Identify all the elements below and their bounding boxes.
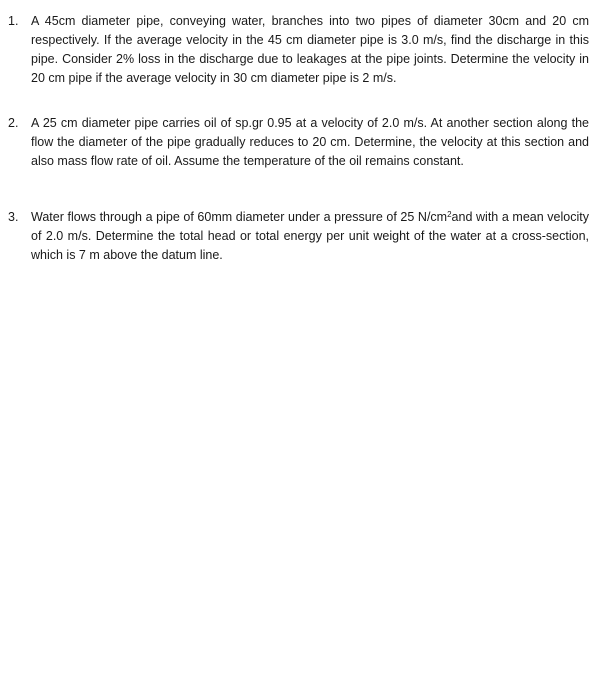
- problem-number: 3.: [8, 210, 19, 224]
- problem-number: 1.: [8, 14, 19, 28]
- superscript-exponent: 2: [447, 210, 452, 219]
- problem-text: A 25 cm diameter pipe carries oil of sp.gr 0.95 at a velocity of 2.0 m/s. At another section along the flow the diameter of the pipe gradually reduces to 20 cm. Determine, the velocity at this section and also mass flow rate of oil. Assume the temperature of the oil remains constant.: [31, 116, 589, 168]
- problem-text: [31, 208, 589, 265]
- problem-text-part: Water flows through a pipe of 60mm diameter under a pressure of 25 N/cm: [31, 210, 448, 224]
- problem-text: A 45cm diameter pipe, conveying water, branches into two pipes of diameter 30cm and 20 cm respectively. If the average velocity in the 45 cm diameter pipe is 3.0 m/s, find the discharge in this pipe. Consider 2% loss in the discharge due to leakages at the pipe joints. Determine the velocity in 20 cm pipe if the average velocity in 30 cm diameter pipe is 2 m/s.: [31, 14, 589, 85]
- problem-text-part: and with a mean velocity of 2.0 m/s. Determine the total head or total energy per unit weight of the water at a cross-section, which is 7 m above the datum line.: [31, 210, 589, 262]
- problem-number: 2.: [8, 116, 19, 130]
